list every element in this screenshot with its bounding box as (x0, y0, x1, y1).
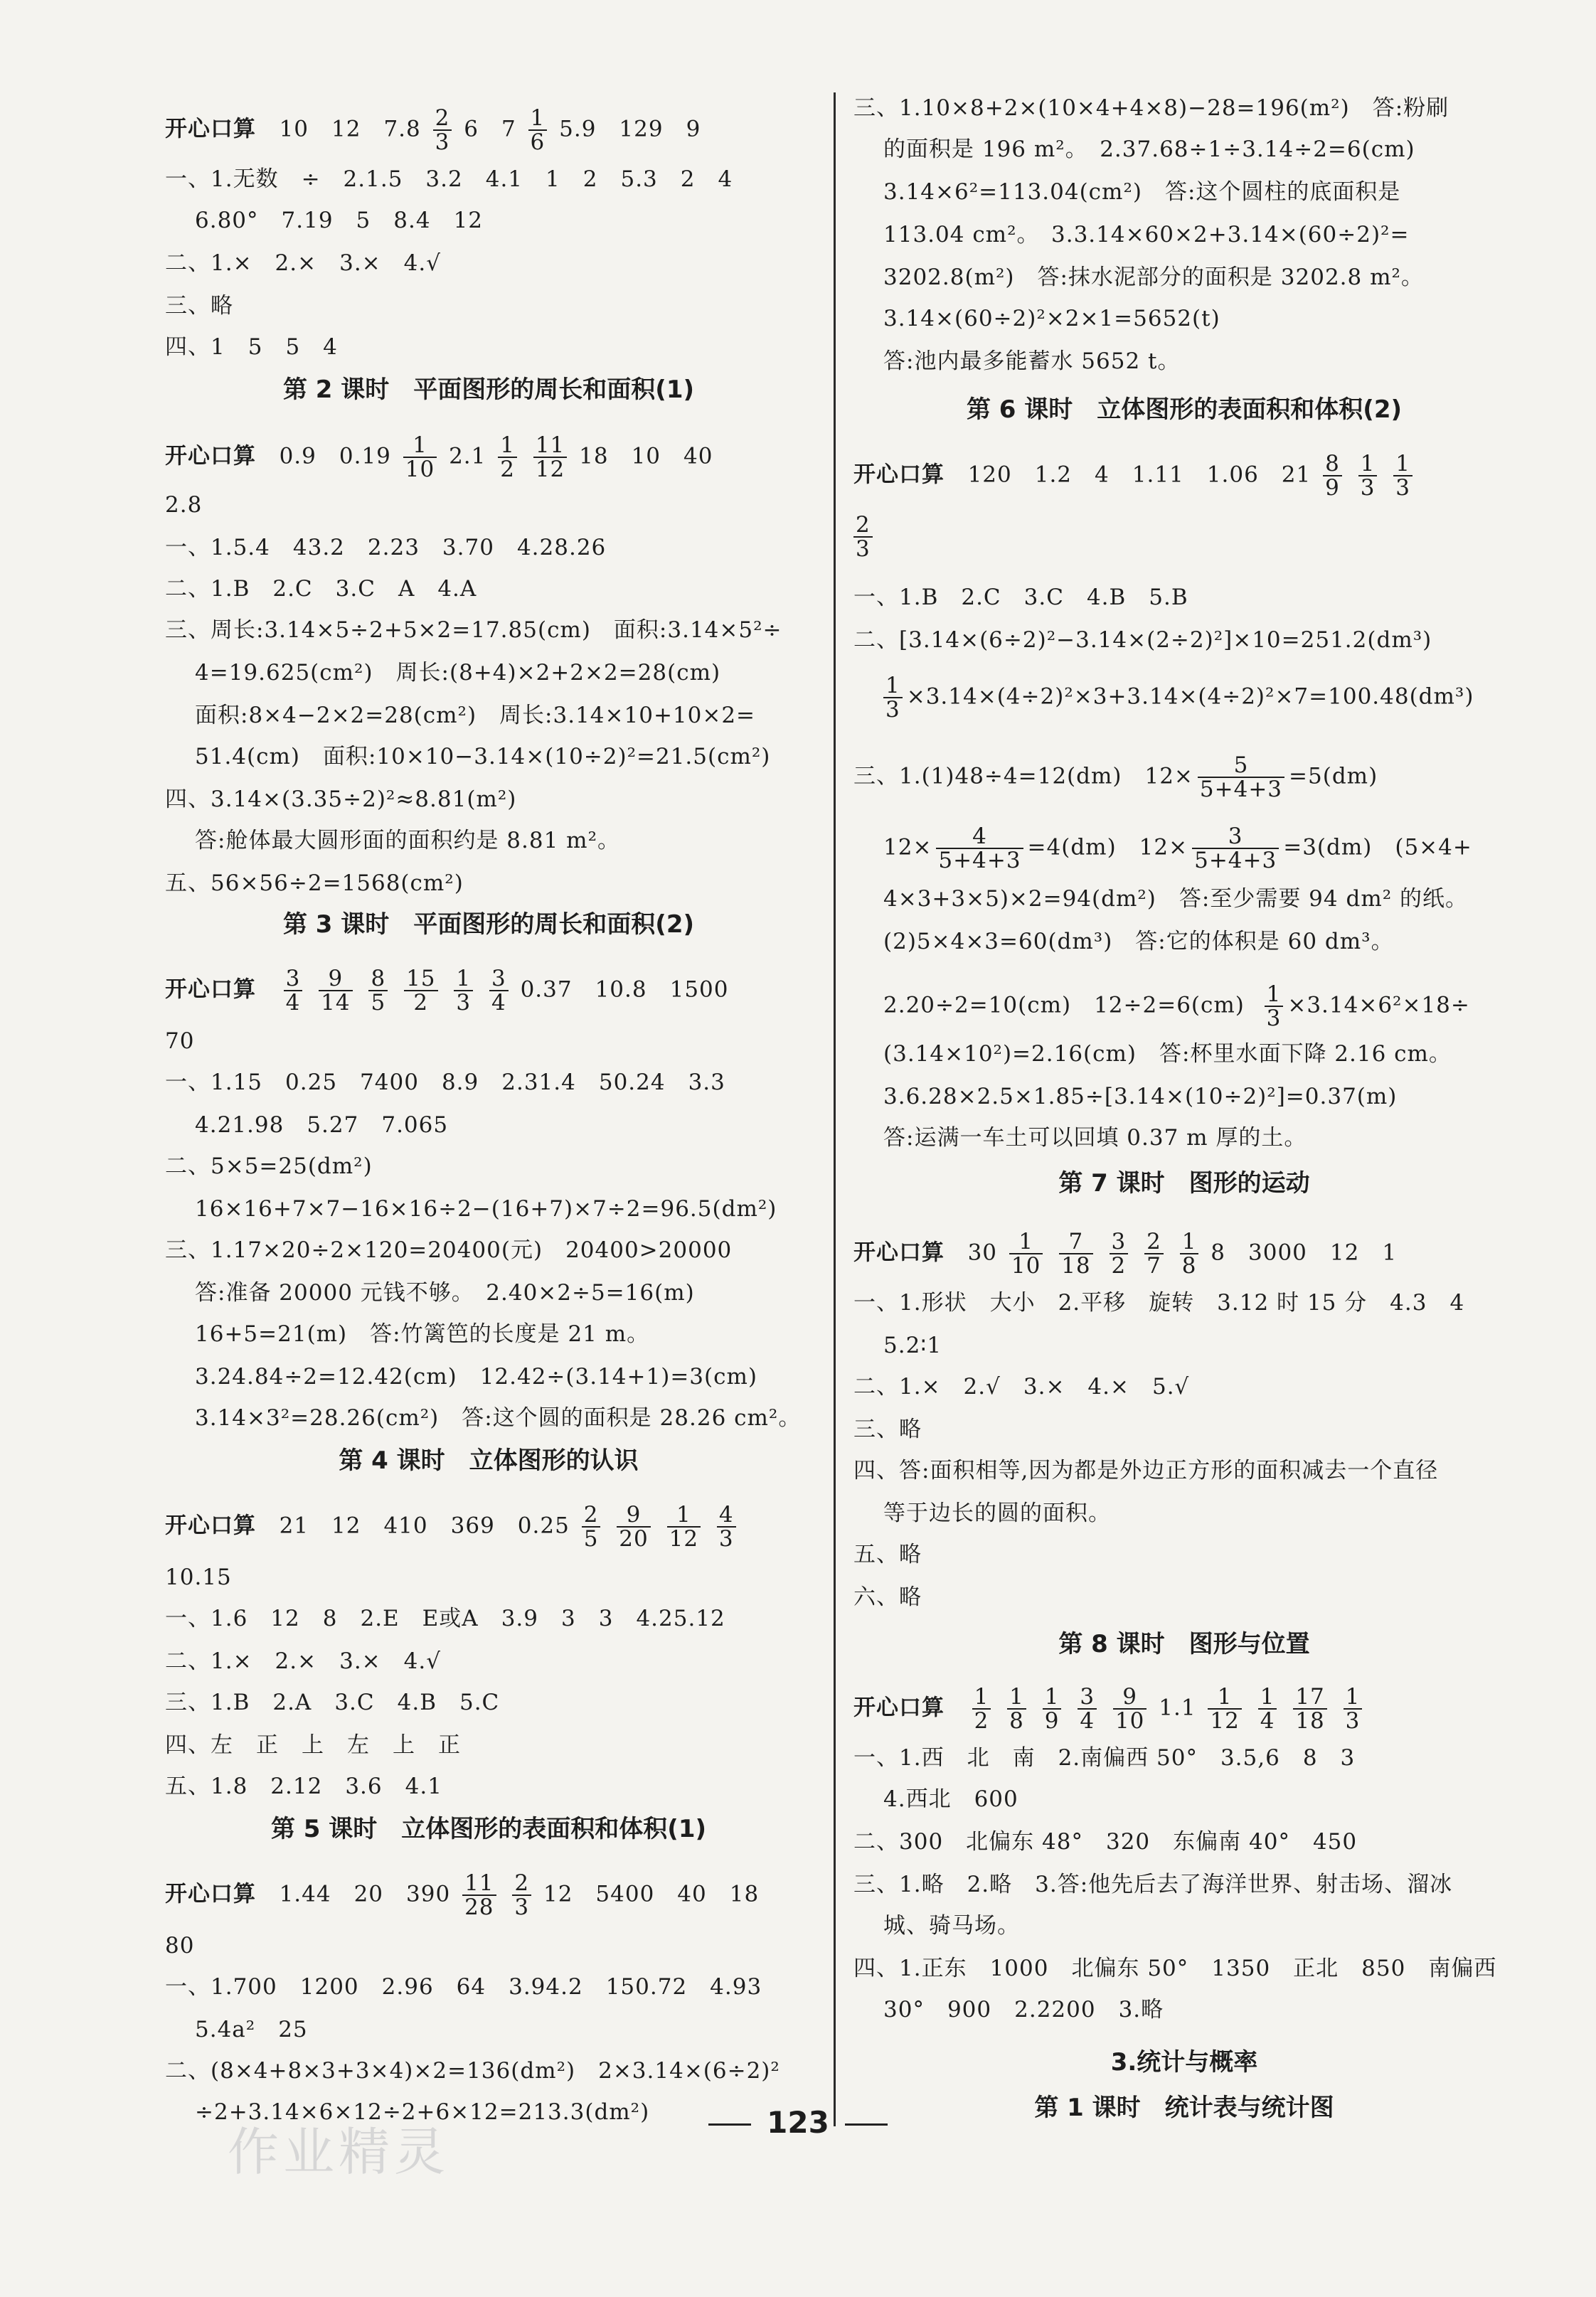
den: 3 (856, 536, 871, 562)
num: 2 (512, 1872, 531, 1896)
kouSuan-line (853, 1230, 1397, 1277)
answer-line: 一、1.形状 大小 2.平移 旋转 3.12 时 15 分 4.3 4 (853, 1290, 1465, 1316)
num: 3 (284, 967, 303, 991)
column-divider (834, 92, 836, 2126)
den: 14 (321, 990, 351, 1016)
num: 3 (1192, 825, 1279, 849)
answer-line: 二、1.× 2.× 3.× 4.√ (165, 1648, 441, 1674)
num: 1 (1393, 452, 1413, 476)
label-kaixin: 开心口算 (165, 976, 256, 1003)
fraction (1293, 1685, 1326, 1732)
answer-line: 二、[3.14×(6÷2)²−3.14×(2÷2)²]×10=251.2(dm³) (853, 627, 1432, 653)
fraction (462, 1872, 496, 1919)
answer-line: 一、1.15 0.25 7400 8.9 2.31.4 50.24 3.3 (165, 1070, 725, 1095)
section-title: 第 3 课时 平面图形的周长和面积(2) (282, 910, 695, 939)
answer-line: 一、1.5.4 43.2 2.23 3.70 4.28.26 (165, 535, 607, 560)
num: 1 (454, 967, 473, 991)
watermark: 作业精灵 (228, 2122, 450, 2182)
fraction (1059, 1230, 1092, 1277)
den: 4 (491, 990, 506, 1016)
num: 5 (1198, 754, 1284, 778)
num: 8 (1323, 452, 1342, 476)
den: 2 (1111, 1253, 1127, 1279)
fraction (319, 967, 352, 1014)
kouSuan-line (165, 1503, 740, 1550)
num: 9 (319, 967, 352, 991)
text: 2.1 (449, 443, 486, 469)
fraction (1323, 452, 1342, 499)
den: 9 (1325, 475, 1340, 501)
den: 3 (1266, 1006, 1282, 1031)
answer-line: 一、1.B 2.C 3.C 4.B 5.B (853, 585, 1188, 610)
num: 2 (582, 1503, 601, 1528)
num: 15 (404, 967, 437, 991)
fraction (512, 1872, 531, 1919)
kouSuan-line (853, 1685, 1366, 1732)
answer-line: 30° 900 2.2200 3.略 (883, 1997, 1164, 2022)
text: 1.44 20 390 (279, 1881, 451, 1907)
den: 28 (464, 1894, 494, 1920)
answer-line: 二、300 北偏东 48° 320 东偏南 40° 450 (853, 1829, 1358, 1855)
den: 3 (1395, 475, 1411, 501)
text: 8 3000 12 1 (1211, 1240, 1398, 1266)
answer-line: 三、1.B 2.A 3.C 4.B 5.C (165, 1690, 500, 1715)
den: 2 (413, 990, 429, 1016)
text: ×3.14×(4÷2)²×3+3.14×(4÷2)²×7=100.48(dm³) (906, 683, 1474, 710)
answer-line: ÷2+3.14×6×12÷2+6×12=213.3(dm²) (195, 2099, 650, 2125)
answer-line: 五、1.8 2.12 3.6 4.1 (165, 1774, 442, 1799)
den: 10 (405, 457, 435, 482)
kouSuan-line (165, 434, 713, 481)
answer-line: (2)5×4×3=60(dm³) 答:它的体积是 60 dm³。 (883, 929, 1394, 954)
fraction (972, 1685, 991, 1732)
answer-line: 3202.8(m²) 答:抹水泥部分的面积是 3202.8 m²。 (883, 265, 1424, 290)
answer-line: 5.4a² 25 (195, 2017, 308, 2042)
fraction (1043, 1685, 1062, 1732)
fraction (433, 107, 452, 154)
section-title: 第 1 课时 统计表与统计图 (1034, 2094, 1334, 2122)
answer-line: 一、1.6 12 8 2.E E或A 3.9 3 3 4.25.12 (165, 1606, 725, 1631)
answer-line: 10.15 (165, 1565, 232, 1590)
fraction (1198, 754, 1284, 801)
num: 9 (617, 1503, 650, 1528)
answer-line: 五、略 (853, 1542, 922, 1567)
num: 1 (1344, 1685, 1363, 1710)
answer-line: 四、左 正 上 左 上 正 (165, 1732, 461, 1758)
text: 2.20÷2=10(cm) 12÷2=6(cm) (883, 992, 1245, 1018)
answer-line: 4.21.98 5.27 7.065 (195, 1112, 449, 1138)
answer-line: 5.2∶1 (883, 1333, 942, 1358)
section-title: 第 2 课时 平面图形的周长和面积(1) (282, 375, 695, 404)
text: 12 5400 40 18 (543, 1881, 760, 1907)
den: 5 (371, 990, 386, 1016)
answer-line: 三、略 (853, 1417, 922, 1442)
den: 8 (1009, 1708, 1024, 1734)
num: 3 (1078, 1685, 1097, 1710)
label-kaixin: 开心口算 (853, 1240, 945, 1266)
answer-line: 4.西北 600 (883, 1786, 1018, 1812)
answer-line: 80 (165, 1933, 195, 1958)
page-number (0, 2105, 1596, 2140)
answer-line: 三、1.17×20÷2×120=20400(元) 20400>20000 (165, 1237, 733, 1263)
text: 21 12 410 369 0.25 (279, 1513, 570, 1539)
den: 2 (500, 457, 515, 482)
num: 1 (528, 107, 548, 131)
answer-line: 的面积是 196 m²。 2.37.68÷1÷3.14÷2=6(cm) (883, 137, 1415, 162)
answer-line: 113.04 cm²。 3.3.14×60×2+3.14×(60÷2)²= (883, 222, 1410, 247)
den: 3 (1345, 1708, 1361, 1734)
text: 18 10 40 (579, 443, 713, 469)
num: 2 (433, 107, 452, 131)
fraction (533, 434, 567, 481)
answer-line (883, 825, 1472, 872)
kouSuan-line (853, 452, 1417, 499)
fraction (717, 1503, 736, 1550)
den: 5+4+3 (1199, 777, 1283, 802)
answer-line: 六、略 (853, 1584, 922, 1610)
answer-line: 3.6.28×2.5×1.85÷[3.14×(10÷2)²]=0.37(m) (883, 1084, 1398, 1109)
label-kaixin: 开心口算 (853, 462, 945, 488)
answer-line: 6.80° 7.19 5 8.4 12 (195, 208, 484, 233)
answer-line: 四、1.正东 1000 北偏东 50° 1350 正北 850 南偏西 (853, 1956, 1497, 1981)
fraction (853, 513, 873, 560)
text: 0.37 10.8 1500 (520, 976, 729, 1003)
den: 12 (535, 457, 565, 482)
den: 18 (1295, 1708, 1325, 1734)
answer-line: 二、1.× 2.√ 3.× 4.× 5.√ (853, 1374, 1190, 1400)
answer-line: 一、1.700 1200 2.96 64 3.94.2 150.72 4.93 (165, 1974, 762, 2000)
text: 0.9 0.19 (279, 443, 391, 469)
section-title: 第 5 课时 立体图形的表面积和体积(1) (270, 1815, 707, 1843)
fraction (403, 434, 437, 481)
fraction (1113, 1685, 1147, 1732)
answer-line: 2.8 (165, 492, 203, 518)
text: 12× (883, 834, 932, 860)
num: 2 (1144, 1230, 1164, 1254)
answer-line: 3.14×3²=28.26(cm²) 答:这个圆的面积是 28.26 cm²。 (195, 1405, 802, 1431)
section-title: 第 6 课时 立体图形的表面积和体积(2) (966, 395, 1403, 424)
num: 1 (972, 1685, 991, 1710)
den: 6 (530, 129, 546, 155)
fraction (1258, 1685, 1277, 1732)
label-kaixin: 开心口算 (165, 1881, 256, 1907)
answer-line: 3.14×6²=113.04(cm²) 答:这个圆柱的底面积是 (883, 179, 1401, 205)
num: 1 (498, 434, 517, 458)
answer-line: 答:准备 20000 元钱不够。 2.40×2÷5=16(m) (195, 1280, 695, 1306)
answer-line: 二、1.× 2.× 3.× 4.√ (165, 250, 441, 276)
den: 9 (1044, 1708, 1060, 1734)
text: ×3.14×6²×18÷ (1287, 992, 1470, 1018)
den: 3 (514, 1894, 530, 1920)
page-number-dash-right (845, 2123, 888, 2126)
label-kaixin: 开心口算 (853, 1695, 945, 1721)
answer-line: 三、略 (165, 293, 233, 319)
answer-line: 答:舱体最大圆形面的面积约是 8.81 m²。 (195, 828, 620, 853)
den: 10 (1114, 1708, 1145, 1734)
fraction (489, 967, 509, 1014)
fraction (404, 967, 437, 1014)
fraction (1144, 1230, 1164, 1277)
text: =4(dm) 12× (1027, 834, 1188, 860)
section-title: 第 7 课时 图形的运动 (1058, 1169, 1310, 1198)
answer-line: 70 (165, 1028, 195, 1054)
den: 5+4+3 (1194, 848, 1277, 873)
num: 1 (1258, 1685, 1277, 1710)
answer-line: 一、1.无数 ÷ 2.1.5 3.2 4.1 1 2 5.3 2 4 (165, 166, 733, 192)
den: 8 (1181, 1253, 1197, 1279)
text: 10 12 7.8 (279, 116, 421, 142)
kouSuan-line (165, 107, 701, 154)
num: 1 (1180, 1230, 1199, 1254)
fraction (1078, 1685, 1097, 1732)
num: 1 (1265, 983, 1284, 1007)
den: 4 (1080, 1708, 1095, 1734)
answer-line: 4=19.625(cm²) 周长:(8+4)×2+2×2=28(cm) (195, 660, 721, 686)
num: 3 (489, 967, 509, 991)
fraction (498, 434, 517, 481)
den: 7 (1147, 1253, 1161, 1279)
num: 8 (368, 967, 388, 991)
answer-line: 二、5×5=25(dm²) (165, 1153, 373, 1179)
num: 1 (1009, 1230, 1043, 1254)
answer-line: 16+5=21(m) 答:竹篱笆的长度是 21 m。 (195, 1321, 650, 1347)
den: 4 (1260, 1708, 1275, 1734)
text: 6 7 (464, 116, 516, 142)
text: 三、1.(1)48÷4=12(dm) 12× (853, 763, 1193, 789)
fraction (1265, 983, 1284, 1030)
den: 3 (718, 1526, 734, 1552)
num: 4 (936, 825, 1023, 849)
den: 18 (1061, 1253, 1091, 1279)
num: 1 (1043, 1685, 1062, 1710)
fraction (1009, 1230, 1043, 1277)
answer-line: 3.24.84÷2=12.42(cm) 12.42÷(3.14+1)=3(cm) (195, 1364, 757, 1390)
text: 30 (967, 1240, 998, 1266)
num: 7 (1059, 1230, 1092, 1254)
num: 2 (853, 513, 873, 538)
answer-line: 等于边长的圆的面积。 (883, 1501, 1111, 1526)
answer-line (853, 754, 1378, 801)
den: 5+4+3 (938, 848, 1021, 873)
answer-line: 四、答:面积相等,因为都是外边正方形的面积减去一个直径 (853, 1458, 1439, 1483)
answer-line: 3.14×(60÷2)²×2×1=5652(t) (883, 306, 1220, 331)
answer-line: 城、骑马场。 (883, 1913, 1020, 1939)
num: 1 (1007, 1685, 1026, 1710)
answer-line: 五、56×56÷2=1568(cm²) (165, 870, 464, 896)
text: =5(dm) (1289, 763, 1378, 789)
chapter-title: 3.统计与概率 (1110, 2048, 1258, 2077)
text: 120 1.2 4 1.11 1.06 21 (967, 462, 1312, 488)
answer-line: 三、1.略 2.略 3.答:他先后去了海洋世界、射击场、溜冰 (853, 1872, 1453, 1897)
den: 3 (1360, 475, 1376, 501)
fraction (284, 967, 303, 1014)
answer-line: 16×16+7×7−16×16÷2−(16+7)×7÷2=96.5(dm²) (195, 1196, 777, 1222)
den: 3 (885, 697, 900, 723)
num: 1 (1358, 452, 1378, 476)
num: 4 (717, 1503, 736, 1528)
text: 1.1 (1159, 1695, 1196, 1721)
den: 3 (435, 129, 450, 155)
label-kaixin: 开心口算 (165, 443, 256, 469)
page-number-dash-left (708, 2123, 751, 2126)
answer-line: 答:池内最多能蓄水 5652 t。 (883, 348, 1181, 374)
den: 4 (285, 990, 301, 1016)
den: 12 (669, 1526, 699, 1552)
fraction (1393, 452, 1413, 499)
answer-line: 四、3.14×(3.35÷2)²≈8.81(m²) (165, 787, 517, 812)
kouSuan-line (165, 1872, 759, 1919)
answer-line: 4×3+3×5)×2=94(dm²) 答:至少需要 94 dm² 的纸。 (883, 886, 1469, 912)
answer-line (883, 983, 1470, 1030)
den: 12 (1210, 1708, 1240, 1734)
answer-line: 三、1.10×8+2×(10×4+4×8)−28=196(m²) 答:粉刷 (853, 95, 1449, 121)
page-number-text: 123 (767, 2105, 829, 2140)
fraction (1192, 825, 1279, 872)
answer-line: 四、1 5 5 4 (165, 334, 338, 360)
fraction (368, 967, 388, 1014)
text: =3(dm) (5×4+ (1283, 834, 1472, 860)
fraction (667, 1503, 701, 1550)
num: 3 (1110, 1230, 1129, 1254)
fraction (883, 674, 903, 721)
num: 9 (1113, 1685, 1147, 1710)
num: 1 (1208, 1685, 1241, 1710)
answer-line (883, 674, 1474, 721)
fraction (582, 1503, 601, 1550)
num: 11 (533, 434, 567, 458)
fraction (617, 1503, 650, 1550)
fraction (1344, 1685, 1363, 1732)
num: 1 (403, 434, 437, 458)
text: 5.9 129 9 (559, 116, 701, 142)
section-title: 第 4 课时 立体图形的认识 (339, 1446, 639, 1475)
fraction (936, 825, 1023, 872)
fraction (528, 107, 548, 154)
answer-line: 一、1.西 北 南 2.南偏西 50° 3.5,6 8 3 (853, 1745, 1356, 1771)
answer-line: 面积:8×4−2×2=28(cm²) 周长:3.14×10+10×2= (195, 703, 756, 728)
answer-line: 二、(8×4+8×3+3×4)×2=136(dm²) 2×3.14×(6÷2)² (165, 2058, 780, 2084)
label-kaixin: 开心口算 (165, 116, 256, 142)
answer-line: 三、周长:3.14×5÷2+5×2=17.85(cm) 面积:3.14×5²÷ (165, 617, 782, 643)
answer-line: 答:运满一车土可以回填 0.37 m 厚的土。 (883, 1125, 1307, 1151)
kouSuan-line-cont (853, 513, 877, 560)
num: 11 (462, 1872, 496, 1896)
answer-line: 51.4(cm) 面积:10×10−3.14×(10÷2)²=21.5(cm²) (195, 744, 771, 769)
num: 17 (1293, 1685, 1326, 1710)
den: 5 (583, 1526, 599, 1552)
answer-line: (3.14×10²)=2.16(cm) 答:杯里水面下降 2.16 cm。 (883, 1041, 1452, 1067)
fraction (454, 967, 473, 1014)
label-kaixin: 开心口算 (165, 1513, 256, 1539)
den: 3 (456, 990, 472, 1016)
fraction (1208, 1685, 1241, 1732)
num: 1 (667, 1503, 701, 1528)
num: 1 (883, 674, 903, 698)
fraction (1110, 1230, 1129, 1277)
fraction (1007, 1685, 1026, 1732)
den: 10 (1011, 1253, 1041, 1279)
answer-line: 二、1.B 2.C 3.C A 4.A (165, 576, 477, 602)
section-title: 第 8 课时 图形与位置 (1058, 1630, 1310, 1658)
fraction (1358, 452, 1378, 499)
den: 2 (974, 1708, 989, 1734)
fraction (1180, 1230, 1199, 1277)
kouSuan-line (165, 967, 729, 1014)
den: 20 (619, 1526, 649, 1552)
